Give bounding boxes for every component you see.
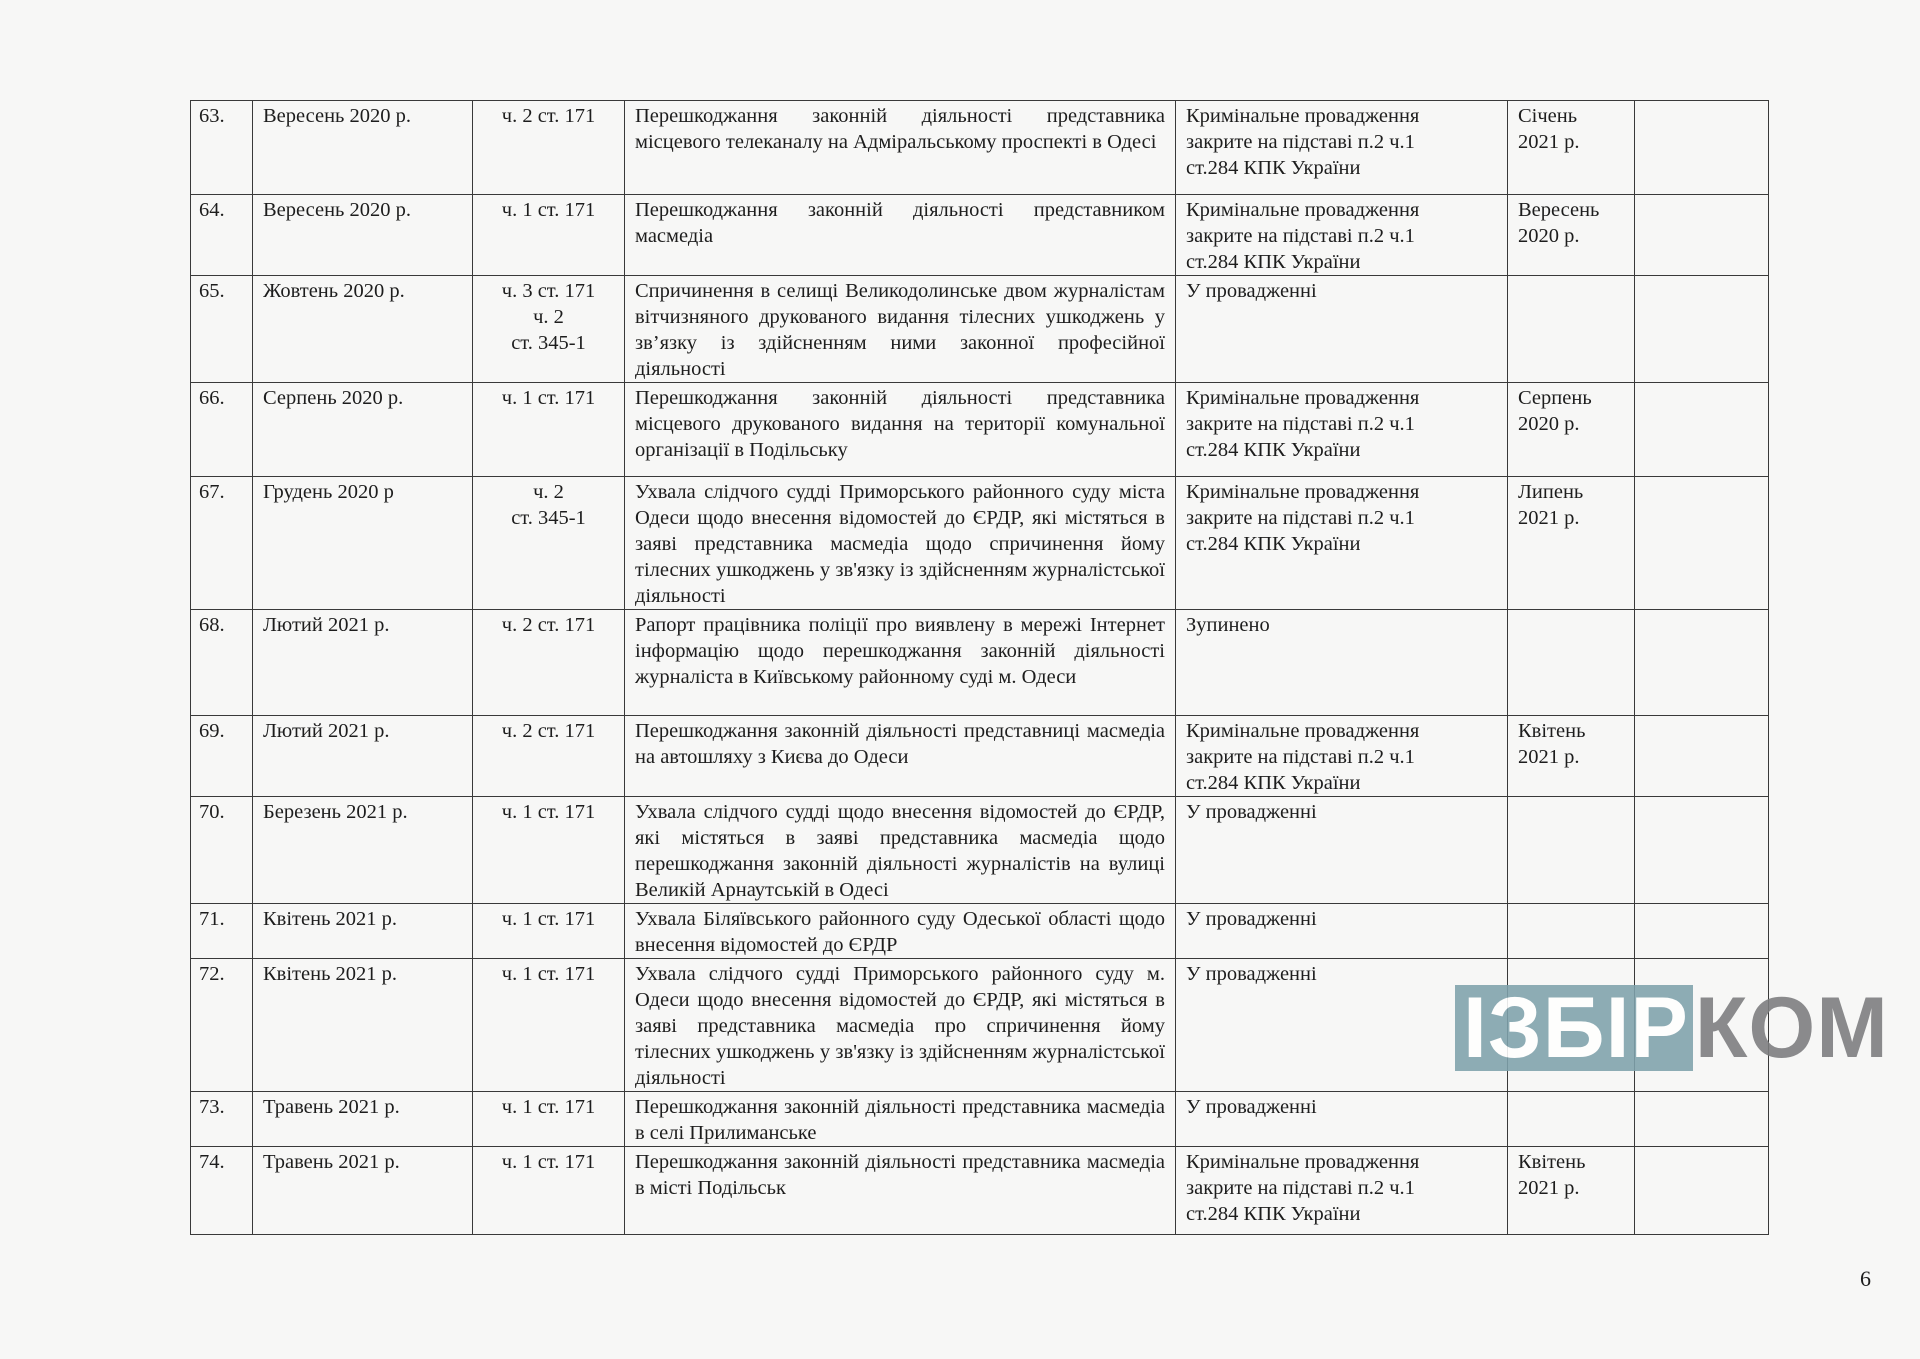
row-closed-date: Серпень 2020 р. <box>1508 383 1635 477</box>
row-extra <box>1635 716 1769 797</box>
row-number: 64. <box>191 195 253 276</box>
table-row <box>191 610 1769 716</box>
row-number: 66. <box>191 383 253 477</box>
table-row <box>191 477 1769 610</box>
row-number: 72. <box>191 959 253 1092</box>
row-date: Вересень 2020 р. <box>253 195 473 276</box>
row-extra <box>1635 797 1769 904</box>
row-article: ч. 2 ст. 171 <box>473 716 625 797</box>
row-closed-date: Квітень 2021 р. <box>1508 1147 1635 1235</box>
table-row <box>191 797 1769 904</box>
row-status: У провадженні <box>1176 1092 1508 1147</box>
row-date: Вересень 2020 р. <box>253 101 473 195</box>
row-extra <box>1635 610 1769 716</box>
row-closed-date <box>1508 797 1635 904</box>
row-status: Зупинено <box>1176 610 1508 716</box>
row-extra <box>1635 477 1769 610</box>
row-number: 63. <box>191 101 253 195</box>
row-description: Спричинення в селищі Великодолинське двом журналістам вітчизняного друкованого видання тілесних ушкоджень у зв’язку із здійсненням ними законної професійної діяльності <box>625 276 1176 383</box>
row-number: 69. <box>191 716 253 797</box>
watermark-left: ІЗБІР <box>1455 985 1693 1071</box>
table-row <box>191 276 1769 383</box>
row-article: ч. 1 ст. 171 <box>473 959 625 1092</box>
row-status: У провадженні <box>1176 904 1508 959</box>
row-date: Квітень 2021 р. <box>253 959 473 1092</box>
row-status: Кримінальне провадження закрите на підставі п.2 ч.1 ст.284 КПК України <box>1176 477 1508 610</box>
row-article: ч. 3 ст. 171 ч. 2 ст. 345-1 <box>473 276 625 383</box>
row-article: ч. 2 ст. 171 <box>473 101 625 195</box>
row-closed-date <box>1508 1092 1635 1147</box>
row-extra <box>1635 959 1769 1092</box>
row-description: Ухвала слідчого судді Приморського районного суду м. Одеси щодо внесення відомостей до ЄРДР, які містяться в заяві представника масмедіа про спричинення йому тілесних ушкоджень у зв'язку із здійсненням журналістської діяльності <box>625 959 1176 1092</box>
row-date: Лютий 2021 р. <box>253 716 473 797</box>
row-date: Квітень 2021 р. <box>253 904 473 959</box>
page-number: 6 <box>1860 1266 1871 1291</box>
cases-table <box>190 100 1769 1235</box>
row-closed-date <box>1508 276 1635 383</box>
row-status: У провадженні <box>1176 959 1508 1092</box>
table-row <box>191 959 1769 1092</box>
row-status: Кримінальне провадження закрите на підставі п.2 ч.1 ст.284 КПК України <box>1176 1147 1508 1235</box>
row-article: ч. 1 ст. 171 <box>473 1147 625 1235</box>
row-article: ч. 2 ст. 345-1 <box>473 477 625 610</box>
row-description: Перешкоджання законній діяльності представником масмедіа <box>625 195 1176 276</box>
row-number: 68. <box>191 610 253 716</box>
row-number: 73. <box>191 1092 253 1147</box>
row-status: У провадженні <box>1176 797 1508 904</box>
table-row <box>191 101 1769 195</box>
row-description: Перешкоджання законній діяльності представника масмедіа в селі Прилиманське <box>625 1092 1176 1147</box>
row-description: Перешкоджання законній діяльності представника місцевого друкованого видання на території комунальної організації в Подільську <box>625 383 1176 477</box>
row-closed-date <box>1508 959 1635 1092</box>
row-number: 67. <box>191 477 253 610</box>
row-number: 71. <box>191 904 253 959</box>
row-description: Ухвала Біляївського районного суду Одеської області щодо внесення відомостей до ЄРДР <box>625 904 1176 959</box>
row-extra <box>1635 101 1769 195</box>
cases-table-body <box>191 101 1769 1235</box>
row-description: Перешкоджання законній діяльності представниці масмедіа на автошляху з Києва до Одеси <box>625 716 1176 797</box>
watermark-right: КОМ <box>1694 980 1889 1076</box>
row-status: Кримінальне провадження закрите на підставі п.2 ч.1 ст.284 КПК України <box>1176 195 1508 276</box>
row-extra <box>1635 904 1769 959</box>
row-extra <box>1635 1092 1769 1147</box>
row-article: ч. 2 ст. 171 <box>473 610 625 716</box>
row-date: Травень 2021 р. <box>253 1147 473 1235</box>
row-extra <box>1635 195 1769 276</box>
row-closed-date: Липень 2021 р. <box>1508 477 1635 610</box>
table-row <box>191 904 1769 959</box>
row-closed-date: Січень 2021 р. <box>1508 101 1635 195</box>
row-status: У провадженні <box>1176 276 1508 383</box>
table-row <box>191 195 1769 276</box>
row-date: Грудень 2020 р <box>253 477 473 610</box>
row-number: 74. <box>191 1147 253 1235</box>
row-extra <box>1635 383 1769 477</box>
row-date: Лютий 2021 р. <box>253 610 473 716</box>
row-article: ч. 1 ст. 171 <box>473 797 625 904</box>
row-date: Серпень 2020 р. <box>253 383 473 477</box>
row-extra <box>1635 276 1769 383</box>
row-article: ч. 1 ст. 171 <box>473 904 625 959</box>
row-closed-date <box>1508 610 1635 716</box>
row-article: ч. 1 ст. 171 <box>473 195 625 276</box>
row-description: Перешкоджання законній діяльності представника місцевого телеканалу на Адміральському проспекті в Одесі <box>625 101 1176 195</box>
row-article: ч. 1 ст. 171 <box>473 383 625 477</box>
row-description: Ухвала слідчого судді Приморського районного суду міста Одеси щодо внесення відомостей до ЄРДР, які містяться в заяві представника масмедіа щодо спричинення йому тілесних ушкоджень у зв'язку із здійсненням журналістської діяльності <box>625 477 1176 610</box>
table-row <box>191 383 1769 477</box>
row-date: Травень 2021 р. <box>253 1092 473 1147</box>
row-number: 70. <box>191 797 253 904</box>
row-article: ч. 1 ст. 171 <box>473 1092 625 1147</box>
row-description: Ухвала слідчого судді щодо внесення відомостей до ЄРДР, які містяться в заяві представника масмедіа щодо перешкоджання законній діяльності журналістів на вулиці Великій Арнаутській в Одесі <box>625 797 1176 904</box>
table-row <box>191 716 1769 797</box>
row-number: 65. <box>191 276 253 383</box>
row-closed-date: Квітень 2021 р. <box>1508 716 1635 797</box>
table-row <box>191 1092 1769 1147</box>
row-date: Жовтень 2020 р. <box>253 276 473 383</box>
row-status: Кримінальне провадження закрите на підставі п.2 ч.1 ст.284 КПК України <box>1176 101 1508 195</box>
row-description: Перешкоджання законній діяльності представника масмедіа в місті Подільськ <box>625 1147 1176 1235</box>
row-date: Березень 2021 р. <box>253 797 473 904</box>
row-status: Кримінальне провадження закрите на підставі п.2 ч.1 ст.284 КПК України <box>1176 383 1508 477</box>
row-status: Кримінальне провадження закрите на підставі п.2 ч.1 ст.284 КПК України <box>1176 716 1508 797</box>
row-closed-date <box>1508 904 1635 959</box>
table-row <box>191 1147 1769 1235</box>
row-extra <box>1635 1147 1769 1235</box>
row-closed-date: Вересень 2020 р. <box>1508 195 1635 276</box>
row-description: Рапорт працівника поліції про виявлену в мережі Інтернет інформацію щодо перешкоджання законній діяльності журналіста в Київському районному суді м. Одеси <box>625 610 1176 716</box>
